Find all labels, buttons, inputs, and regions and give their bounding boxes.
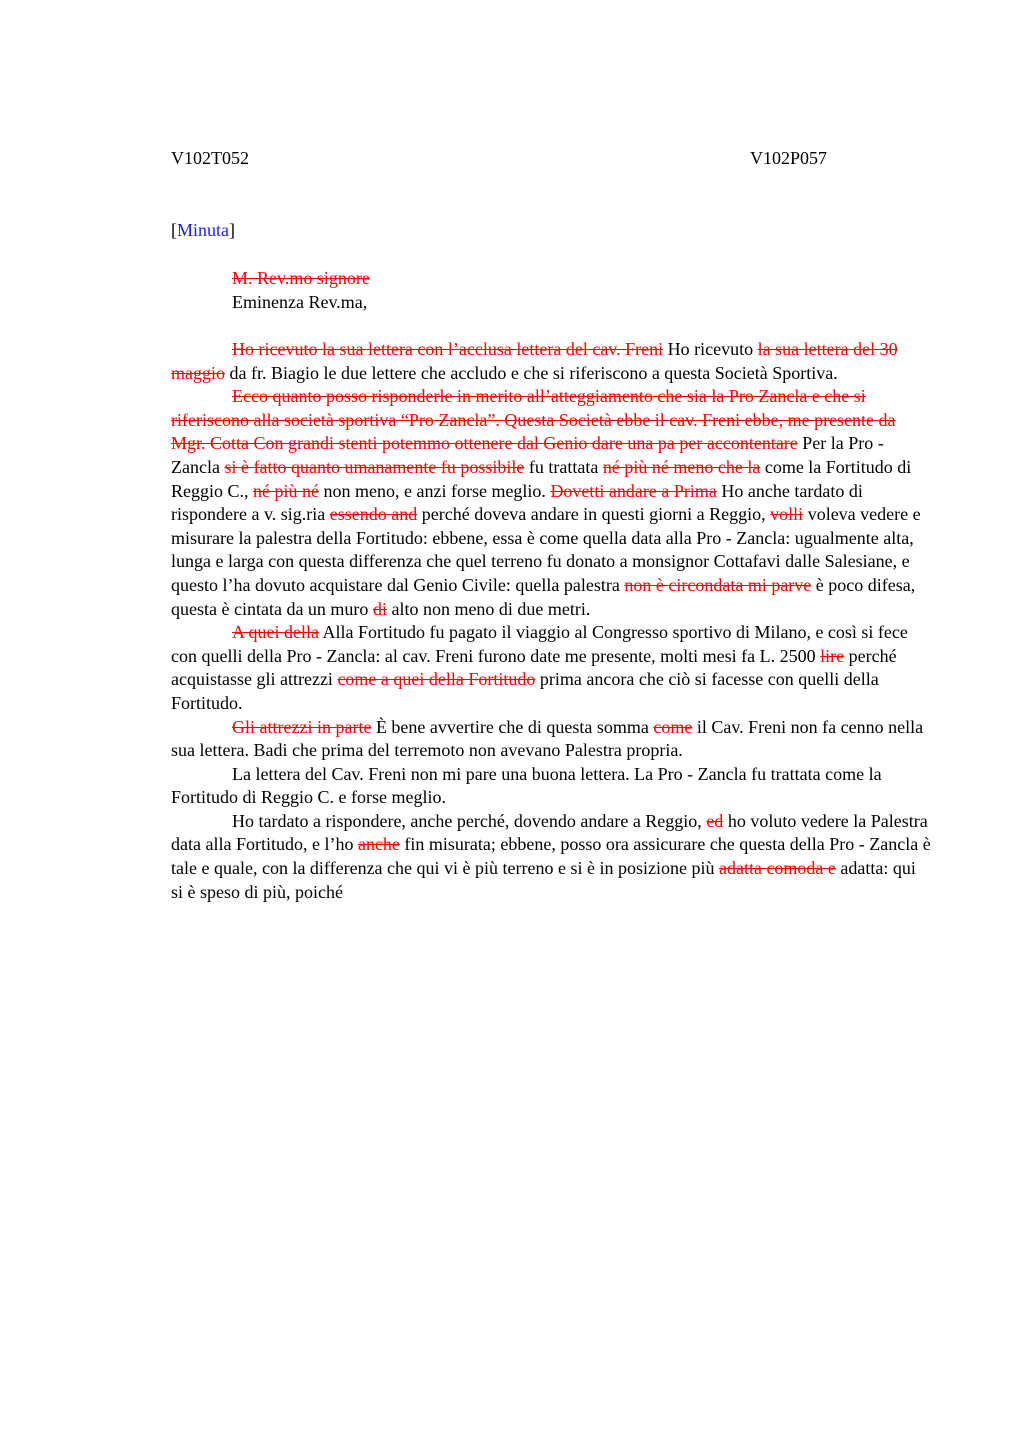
minuta-open-bracket: [ [171,220,177,240]
paragraph-text: Per la Pro - Zancla [171,433,884,477]
deleted-text: A quei della [232,622,319,643]
deleted-text: né più né [253,480,319,501]
paragraph-text: come la Fortitudo di Reggio C., [171,456,912,501]
paragraph-text: ho voluto vedere la Palestra data alla Fortitudo, e l’ho [171,810,928,855]
minuta-close-bracket: ] [229,220,235,240]
paragraph-text: è poco difesa, questa è cintata da un muro [171,574,916,619]
minuta-label-line [171,218,931,242]
deleted-text: volli [770,504,804,525]
paragraph-text: il Cav. Freni non fa cenno nella sua lettera. Badi che prima del terremoto non avevano Palestra propria. [171,716,924,761]
deleted-text: ed [706,810,724,831]
letter-paragraph [171,810,931,904]
letter-paragraph [171,763,931,810]
salutation [171,266,931,314]
deleted-text: non è circondata mi parve [624,574,812,595]
deleted-text: essendo and [329,504,418,525]
paragraph-text: fu trattata [524,456,603,477]
deleted-text: Ho ricevuto la sua lettera con l’acclusa lettera del cav. Freni [232,339,664,359]
letter-body [171,338,931,904]
letter-paragraph [171,716,931,763]
deleted-text: Dovetti andare a Prima [550,480,717,501]
deleted-text: Ecco quanto posso risponderle in merito all’atteggiamento che sia la Pro Zancla e che si riferiscono alla società sportiva “Pro Zancla”. Questa Società ebbe il cav. Freni ebbe, me presente da Mgr. Cotta Con grandi stenti potemmo ottenere dal Genio dare una pa per accontentare [171,386,896,454]
salutation-text: Eminenza Rev.ma, [232,292,368,312]
document-page [171,146,931,904]
deleted-text: Gli attrezzi in parte [232,716,372,737]
paragraph-text: alto non meno di due metri. [386,598,591,619]
document-code-left: V102T052 [171,148,249,168]
paragraph-text: voleva vedere e misurare la palestra della Fortitudo: ebbene, essa è come quella data alla Pro - Zancla: ugualmente alta, lunga e larga con questa differenza che quel terreno fu donato a monsignor Cottafavi dalle Salesiane, e questo l’ha dovuto acquistare dal Genio Civile: quella palestra [171,504,921,595]
deleted-text: la sua lettera del 30 maggio [171,339,898,383]
letter-paragraph [171,385,931,621]
deleted-text: adatta comoda e [718,858,836,879]
letter-paragraph [171,338,931,385]
paragraph-text: non meno, e anzi forse meglio. [319,480,551,501]
paragraph-text: fin misurata; ebbene, posso ora assicurare che questa della Pro - Zancla è tale e quale, con la differenza che qui vi è più terreno e si è in posizione più [171,834,931,879]
deleted-text: lire [820,645,845,666]
document-header [171,146,931,170]
paragraph-text: Alla Fortitudo fu pagato il viaggio al Congresso sportivo di Milano, e così si fece con quelli della Pro - Zancla: al cav. Freni furono date me presente, molti mesi fa L. 2500 [171,622,908,666]
deleted-text: né più né meno che la [602,456,761,477]
minuta-label: Minuta [177,220,229,240]
deleted-text: anche [357,834,400,855]
paragraph-text: adatta: qui si è speso di più, poiché [171,858,916,902]
paragraph-text: da fr. Biagio le due lettere che accludo e che si riferiscono a questa Società Sportiva. [225,362,838,383]
paragraph-text: perché acquistasse gli attrezzi [171,645,897,690]
paragraph-text: Ho ricevuto [663,339,758,359]
paragraph-text: prima ancora che ciò si facesse con quelli della Fortitudo. [171,669,879,713]
deleted-text: come [653,716,693,737]
deleted-text: di [372,598,387,619]
salutation-deleted: M. Rev.mo signore [232,268,370,288]
paragraph-text: perché doveva andare in questi giorni a Reggio, [417,504,771,525]
deleted-text: come a quei della Fortitudo [337,669,536,690]
paragraph-text: Ho tardato a rispondere, anche perché, dovendo andare a Reggio, [232,810,707,831]
paragraph-text: La lettera del Cav. Freni non mi pare una buona lettera. La Pro - Zancla fu trattata come la Fortitudo di Reggio C. e forse meglio. [171,763,882,808]
paragraph-text: È bene avvertire che di questa somma [371,716,654,737]
paragraph-text: Ho anche tardato di rispondere a v. sig.ria [171,480,863,525]
document-code-right: V102P057 [750,148,828,168]
deleted-text: si è fatto quanto umanamente fu possibile [224,456,525,477]
letter-paragraph [171,621,931,715]
